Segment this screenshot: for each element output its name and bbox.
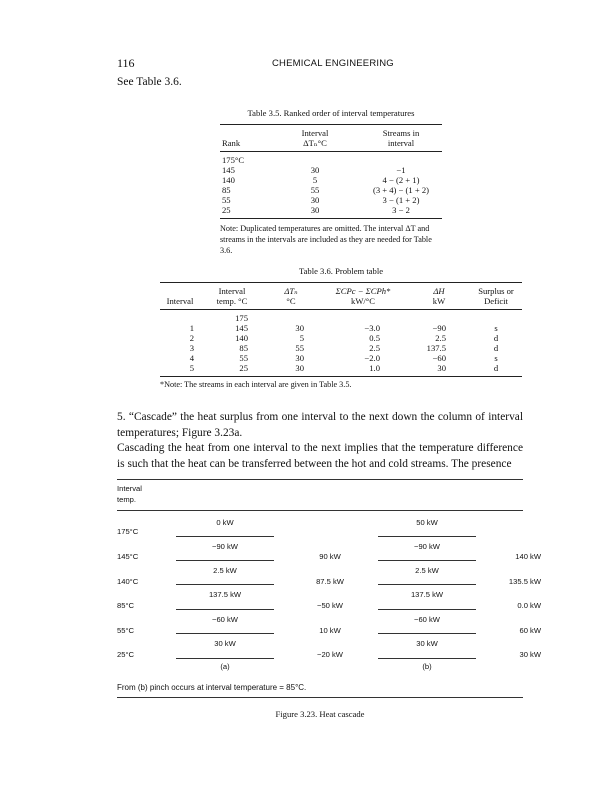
- header-interval-unit: ΔTₙ°C: [303, 138, 327, 148]
- cascade-b-input: −60 kW: [414, 615, 440, 624]
- interval-line: [378, 584, 476, 585]
- table-row: 2 140 5 0.5 2.5 d: [189, 333, 499, 343]
- header-cell: Surplus or: [478, 286, 514, 296]
- cascade-b-output: 135.5 kW: [508, 577, 541, 586]
- header-cell: Interval: [218, 286, 246, 296]
- interval-line: [378, 609, 476, 610]
- interval-line: [378, 560, 476, 561]
- figure-header: Interval: [117, 484, 142, 493]
- table-header: [160, 283, 522, 309]
- interval-temp-label: 25°C: [117, 650, 134, 659]
- table-row: 5 25 30 1.0 30 d: [189, 363, 499, 373]
- header-cell: temp. °C: [216, 296, 248, 306]
- cascade-a-output: 90 kW: [319, 552, 341, 561]
- figure-header: temp.: [117, 495, 136, 504]
- interval-temp-label: 140°C: [117, 577, 139, 586]
- table-row: 3 85 55 2.5 137.5 d: [189, 343, 499, 353]
- table-caption: Table 3.6. Problem table: [298, 266, 384, 276]
- cascade-b-input: 30 kW: [416, 639, 438, 648]
- header-interval: Interval: [301, 128, 329, 138]
- cascade-a-output: −50 kW: [317, 601, 343, 610]
- header-cell: kW: [432, 296, 446, 306]
- interval-line: [176, 609, 274, 610]
- table-note: *Note: The streams in each interval are given in Table 3.5.: [160, 380, 352, 389]
- running-head: CHEMICAL ENGINEERING: [272, 58, 394, 69]
- cascade-a-input: 2.5 kW: [213, 566, 237, 575]
- cascade-b-input: −90 kW: [414, 542, 440, 551]
- cascade-a-output: 87.5 kW: [316, 577, 344, 586]
- header-streams: Streams in: [382, 128, 420, 138]
- interval-line: [176, 536, 274, 537]
- interval-line: [176, 584, 274, 585]
- interval-line: [176, 658, 274, 659]
- cascade-b-output: 60 kW: [519, 626, 541, 635]
- cascade-a-input: −60 kW: [212, 615, 238, 624]
- cascade-b-input: 137.5 kW: [410, 590, 444, 599]
- header-cell: kW/°C: [351, 296, 375, 306]
- header-streams-unit: interval: [387, 138, 415, 148]
- table-caption: Table 3.5. Ranked order of interval temperatures: [247, 108, 415, 118]
- interval-temp-label: 175°C: [117, 527, 139, 536]
- cascade-a-input: 0 kW: [216, 518, 234, 527]
- table-3-6: [160, 266, 522, 389]
- table-3-5: [220, 108, 442, 256]
- header-cell: ΔTₙ: [284, 286, 298, 296]
- table-row: 55 30 3 − (1 + 2): [222, 195, 420, 205]
- table-row: 175: [235, 313, 248, 323]
- table-note: Note: Duplicated temperatures are omitted. The interval ΔT and streams in the intervals are included as they are needed for Table 3.6.: [220, 224, 432, 255]
- figure-bottom-rule: [117, 697, 523, 698]
- table-header: [220, 125, 442, 151]
- table-row: 4 55 30 −2.0 −60 s: [189, 353, 498, 363]
- header-cell: Deficit: [484, 296, 508, 306]
- interval-temp-label: 145°C: [117, 552, 139, 561]
- figure-caption: Figure 3.23. Heat cascade: [275, 709, 365, 719]
- header-cell: ΔH: [433, 286, 445, 296]
- interval-temp-label: 85°C: [117, 601, 134, 610]
- cascade-a-input: 30 kW: [214, 639, 236, 648]
- interval-line: [378, 633, 476, 634]
- figure-header-rule: [117, 510, 523, 511]
- interval-temp-label: 55°C: [117, 626, 134, 635]
- intro-line: See Table 3.6.: [117, 76, 182, 88]
- table-row: 175°C: [222, 155, 245, 165]
- interval-line: [378, 536, 476, 537]
- table-row: 140 5 4 − (2 + 1): [222, 175, 420, 185]
- paragraph: 5. “Cascade” the heat surplus from one interval to the next down the column of interval temperatures; Figure 3.23a.: [117, 411, 523, 439]
- table-row: 85 55 (3 + 4) − (1 + 2): [222, 185, 430, 195]
- cascade-a-input: −90 kW: [212, 542, 238, 551]
- table-row: 1 145 30 −3.0 −90 s: [189, 323, 498, 333]
- cascade-b-input: 50 kW: [416, 518, 438, 527]
- page-number: 116: [117, 56, 135, 70]
- cascade-a-output: −20 kW: [317, 650, 343, 659]
- header-cell: °C: [286, 296, 296, 306]
- table-row: 145 30 −1: [222, 165, 406, 175]
- cascade-a-output: 10 kW: [319, 626, 341, 635]
- cascade-b-label: (b): [422, 662, 432, 671]
- cascade-b-output: 0.0 kW: [517, 601, 541, 610]
- header-rank: Rank: [222, 138, 241, 148]
- cascade-b-output: 30 kW: [519, 650, 541, 659]
- cascade-b-input: 2.5 kW: [415, 566, 439, 575]
- cascade-b-output: 140 kW: [515, 552, 541, 561]
- interval-line: [176, 633, 274, 634]
- figure-top-rule: [117, 479, 523, 480]
- pinch-note: From (b) pinch occurs at interval temperature = 85°C.: [117, 683, 307, 692]
- header-cell: Interval: [166, 296, 194, 306]
- paragraph: Cascading the heat from one interval to the next implies that the temperature difference is such that the heat can be transferred between the hot and cold streams. The presence: [117, 442, 523, 470]
- header-cell: ΣCPc − ΣCPh*: [335, 286, 391, 296]
- cascade-a-input: 137.5 kW: [208, 590, 242, 599]
- cascade-a-label: (a): [220, 662, 230, 671]
- body-text: [117, 410, 523, 472]
- table-row: 25 30 3 − 2: [222, 205, 410, 215]
- interval-line: [378, 658, 476, 659]
- interval-line: [176, 560, 274, 561]
